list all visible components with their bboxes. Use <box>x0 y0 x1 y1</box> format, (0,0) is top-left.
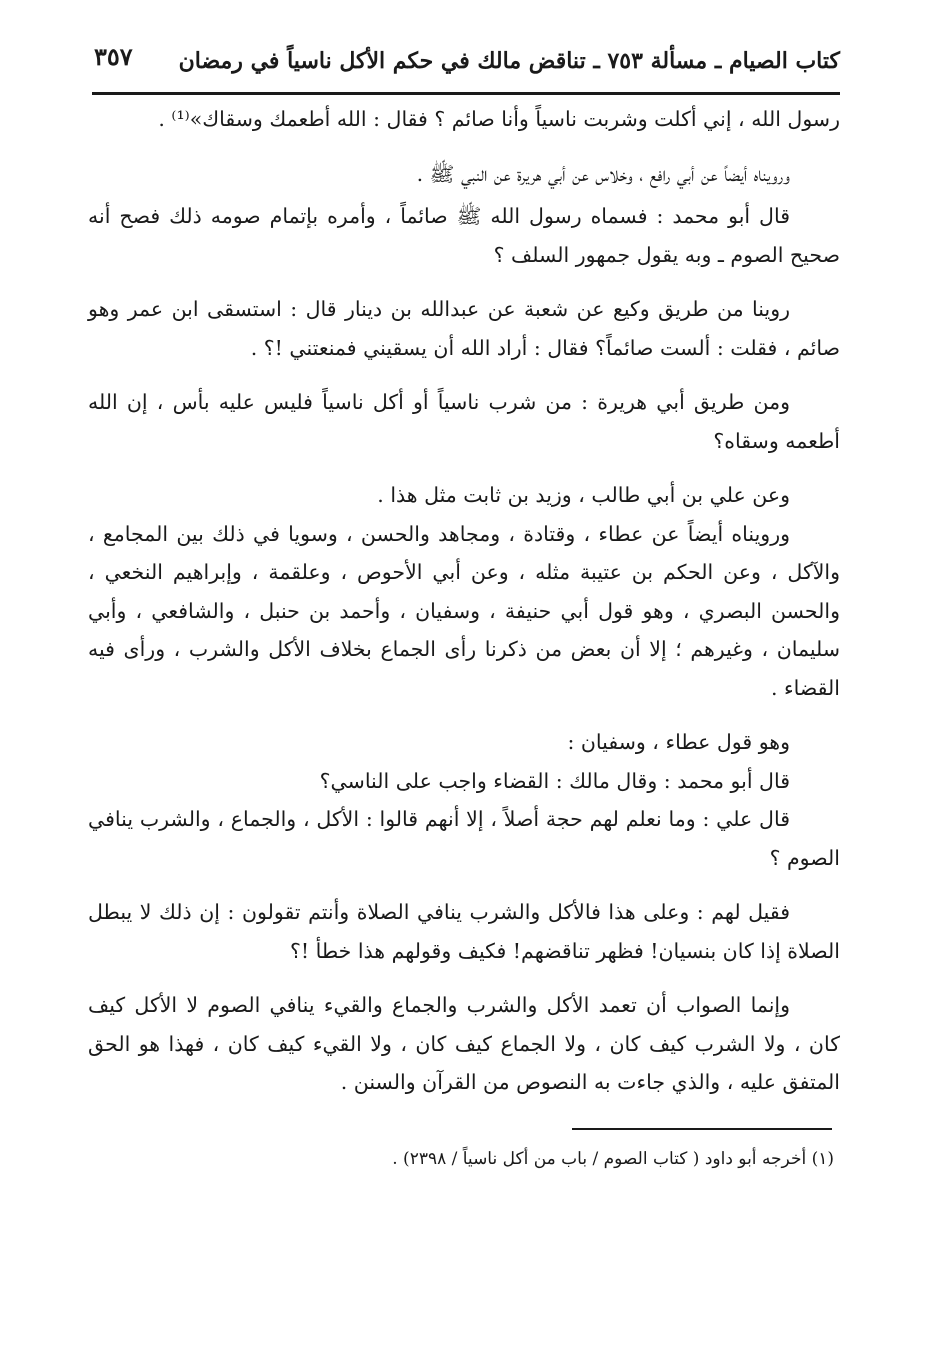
paragraph: قال علي : وما نعلم لهم حجة أصلاً ، إلا أنهم قالوا : الأكل ، والجماع ، والشرب ينافي الصوم ؟ <box>88 807 840 870</box>
paragraph: قال أبو محمد : وقال مالك : القضاء واجب على الناسي؟ <box>319 768 790 793</box>
page-number: ٣٥٧ <box>94 42 133 71</box>
paragraph: ورويناه أيضاً عن أبي رافع ، وخلاس عن أبي هريرة عن النبي ﷺ . <box>416 161 790 186</box>
paragraph: ورويناه أيضاً عن عطاء ، وقتادة ، ومجاهد والحسن ، وسويا في ذلك بين المجامع ، والآكل ، وعن الحكم بن عتيبة مثله ، وعن أبي الأحوص ، وعلقمة ، وإبراهيم النخعي ، والحسن البصري ، وهو قول أبي حنيفة ، وسفيان ، وأحمد بن حنبل ، والشافعي ، وأبي سليمان ، وغيرهم ؛ إلا أن بعض من ذكرنا رأى الجماع بخلاف الأكل والشرب ، ورأى فيه القضاء . <box>88 521 840 700</box>
book-page <box>88 28 840 1174</box>
page-body <box>88 100 840 1102</box>
footnote-divider <box>572 1128 832 1130</box>
running-title: كتاب الصيام ـ مسألة ٧٥٣ ـ تناقض مالك في حكم الأكل ناسياً في رمضان <box>178 48 840 74</box>
paragraph: روينا من طريق وكيع عن شعبة عن عبدالله بن دينار قال : استسقى ابن عمر وهو صائم ، فقلت : ألست صائماً؟ فقال : أراد الله أن يسقيني فمنعتني !؟ . <box>88 297 840 360</box>
paragraph: وهو قول عطاء ، وسفيان : <box>567 730 790 754</box>
paragraph: فقيل لهم : وعلى هذا فالأكل والشرب ينافي الصلاة وأنتم تقولون : إن ذلك لا يبطل الصلاة إذا كان بنسيان! فظهر تناقضهم! فكيف وقولهم هذا خطأ !؟ <box>88 900 840 963</box>
paragraph: قال أبو محمد : فسماه رسول الله ﷺ صائماً ، وأمره بإتمام صومه ذلك فصح أنه صحيح الصوم ـ وبه يقول جمهور السلف ؟ <box>88 204 840 267</box>
paragraph: رسول الله ، إني أكلت وشربت ناسياً وأنا صائم ؟ فقال : الله أطعمك وسقاك»⁽¹⁾ . <box>158 107 840 131</box>
page-header <box>88 28 840 86</box>
paragraph: ومن طريق أبي هريرة : من شرب ناسياً أو أكل ناسياً فليس عليه بأس ، إن الله أطعمه وسقاه؟ <box>88 390 840 453</box>
header-divider <box>92 92 840 95</box>
paragraph: وعن علي بن أبي طالب ، وزيد بن ثابت مثل هذا . <box>377 483 790 507</box>
paragraph: وإنما الصواب أن تعمد الأكل والشرب والجماع والقيء ينافي الصوم لا الأكل كيف كان ، ولا الشرب كيف كان ، ولا الجماع كيف كان ، ولا القيء كيف كان ، فهذا هو الحق المتفق عليه ، والذي جاءت به النصوص من القرآن والسنن . <box>88 993 840 1094</box>
footnote: (١) أخرجه أبو داود ( كتاب الصوم / باب من أكل ناسياً / ٢٣٩٨) . <box>392 1148 834 1169</box>
